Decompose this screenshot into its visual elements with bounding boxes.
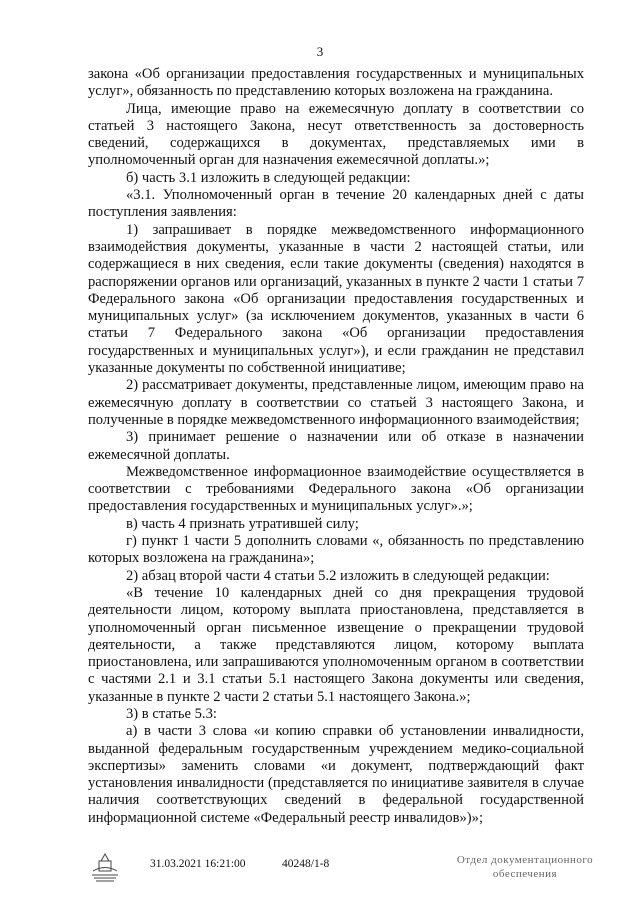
document-body — [88, 66, 584, 827]
stamp-line-2: обеспечения — [492, 868, 558, 880]
paragraph: а) в части 3 слова «и копию справки об установлении инвалидности, выданной федеральным государственным учреждением медико-социальной экспертизы» заменить словами «и документ, подтверждающий факт установления инвалидности (представляется по инициативе заявителя в случае наличия соответствующих сведений в федеральной государственной информационной системе «Федеральный реестр инвалидов»)»; — [88, 723, 584, 826]
paragraph: 3) принимает решение о назначении или об отказе в назначении ежемесячной доплаты. — [88, 429, 584, 463]
footer-datetime: 31.03.2021 16:21:00 — [150, 858, 246, 870]
paragraph: 2) рассматривает документы, представленные лицом, имеющим право на ежемесячную доплату в соответствии со статьей 3 настоящего Закона, и полученные в порядке межведомственного информационного взаимодействия; — [88, 377, 584, 428]
seal-logo-icon — [88, 851, 122, 885]
paragraph: в) часть 4 признать утратившей силу; — [126, 515, 359, 532]
paragraph: Межведомственное информационное взаимодействие осуществляется в соответствии с требованиями Федерального закона «Об организации предоставления государственных и муниципальных услуг».»; — [88, 463, 584, 515]
paragraph: б) часть 3.1 изложить в следующей редакции: — [126, 169, 411, 186]
paragraph: Лица, имеющие право на ежемесячную доплату в соответствии со статьей 3 настоящего Закона, несут ответственность за достоверность сведений, содержащихся в документах, представляемых ими в уполномоченный орган для назначения ежемесячной доплаты.»; — [88, 100, 584, 169]
paragraph: 3) в статье 5.3: — [126, 705, 217, 722]
paragraph: 2) абзац второй части 4 статьи 5.2 изложить в следующей редакции: — [126, 567, 550, 584]
paragraph: «В течение 10 календарных дней со дня прекращения трудовой деятельности лицом, которому выплата приостановлена, представляется в уполномоченный орган письменное извещение о прекращении трудовой деятельности, а также представляются лицом, которому выплата приостановлена, или запрашиваются уполномоченным органом в соответствии с частями 2.1 и 3.1 статьи 5.1 настоящего Закона документы или сведения, указанные в пункте 2 части 2 статьи 5.1 настоящего Закона.»; — [88, 584, 584, 705]
footer-doc-number: 40248/1-8 — [282, 858, 330, 870]
page-number: 3 — [316, 44, 324, 59]
footer-stamp — [450, 853, 600, 881]
paragraph: «3.1. Уполномоченный орган в течение 20 календарных дней с даты поступления заявления: — [88, 187, 584, 221]
paragraph: г) пункт 1 части 5 дополнить словами «, обязанность по представлению которых возложена на гражданина»; — [88, 533, 584, 567]
paragraph: закона «Об организации предоставления государственных и муниципальных услуг», обязанность по представлению которых возложена на гражданина. — [88, 66, 584, 100]
paragraph: 1) запрашивает в порядке межведомственного информационного взаимодействия документы, указанные в части 2 настоящей статьи, или содержащиеся в них сведения, если такие документы (сведения) находятся в распоряжении органов или организаций, указанных в пункте 2 части 1 статьи 7 Федерального закона «Об организации предоставления государственных и муниципальных услуг» (за исключением документов, указанных в части 6 статьи 7 Федерального закона «Об организации предоставления государственных и муниципальных услуг»), и если гражданин не представил указанные документы по собственной инициативе; — [88, 221, 584, 377]
stamp-line-1: Отдел документационного — [456, 854, 594, 866]
